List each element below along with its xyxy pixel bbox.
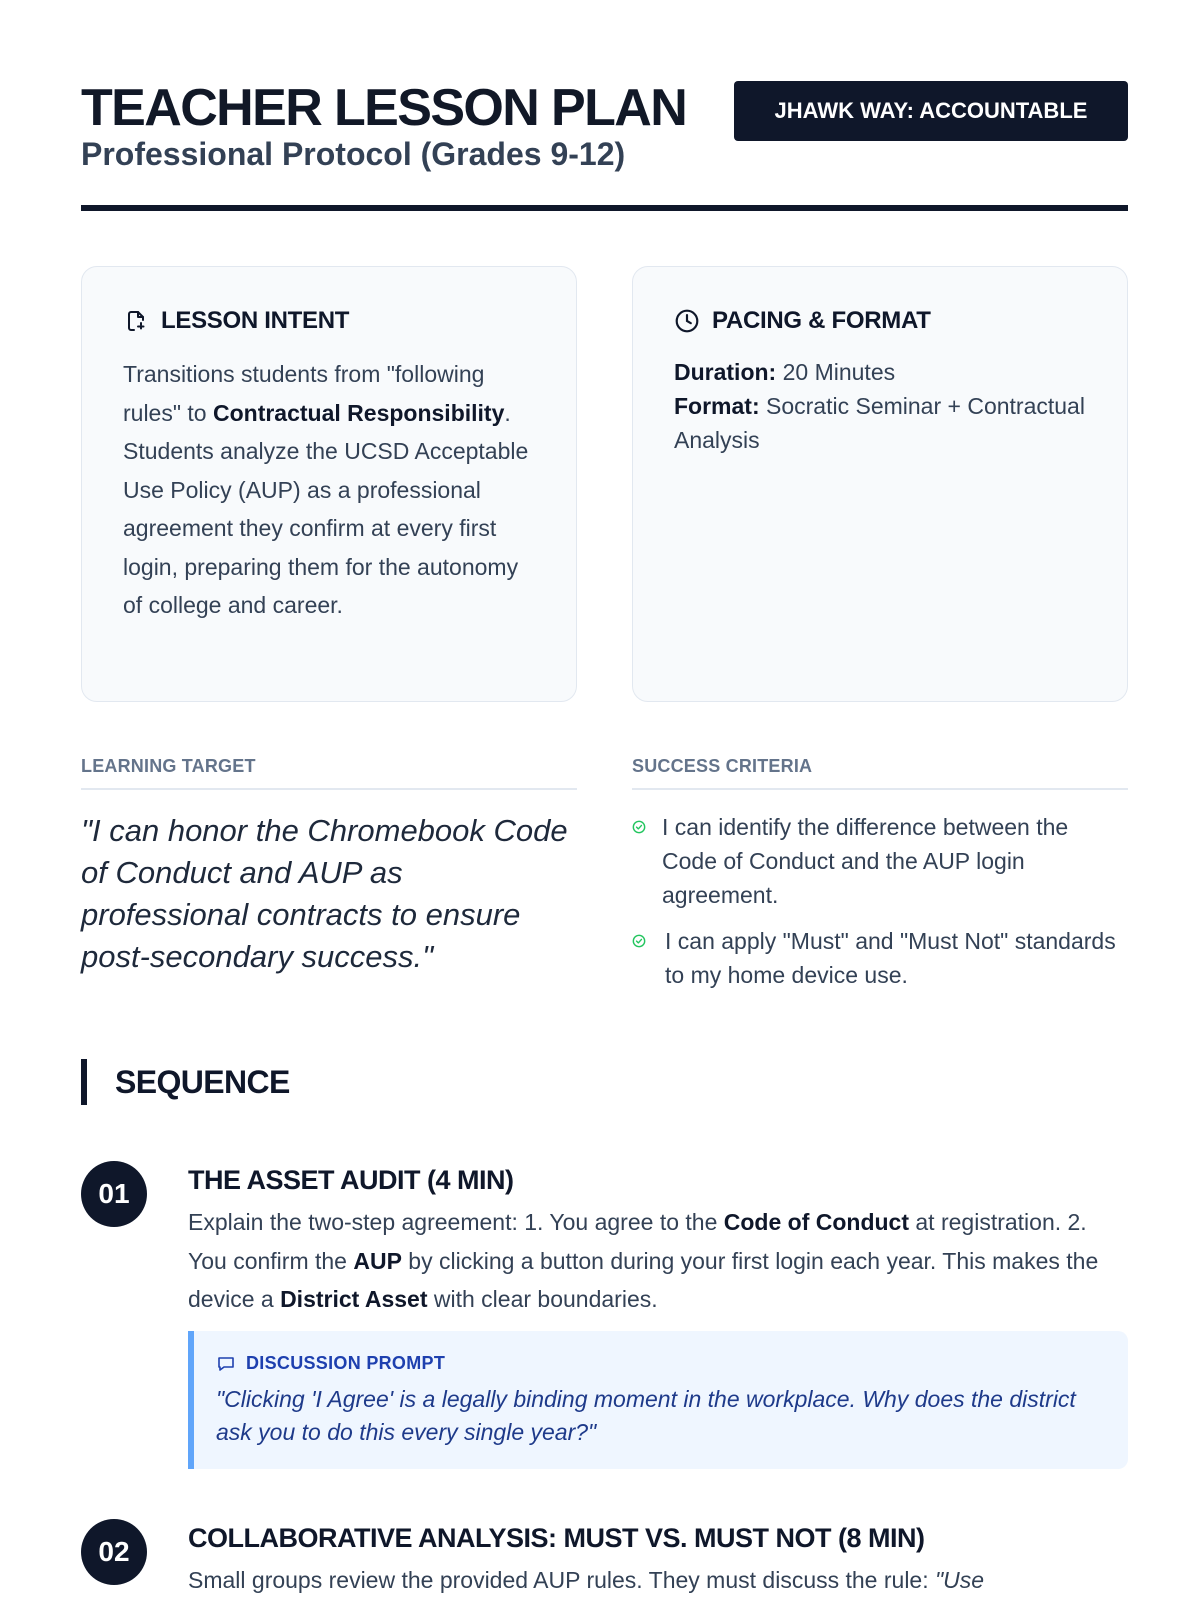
lesson-intent-card — [81, 266, 577, 702]
format-value: Socratic Seminar + Contractual Analysis — [674, 393, 1085, 453]
criteria-text: I can identify the difference between the Code of Conduct and the AUP login agreement. — [662, 814, 1069, 908]
page-title: TEACHER LESSON PLAN — [81, 79, 687, 137]
learning-target-text: "I can honor the Chromebook Code of Conduct and AUP as professional contracts to ensure post-secondary success." — [81, 813, 568, 974]
page-subtitle: Professional Protocol (Grades 9-12) — [81, 136, 626, 172]
header-divider — [81, 205, 1128, 211]
document-icon — [123, 308, 149, 334]
step-text-part: Small groups review the provided AUP rules. They must discuss the rule: — [188, 1567, 935, 1593]
lesson-intent-header — [123, 307, 349, 335]
success-criteria-list — [632, 810, 1128, 1004]
jhawk-way-badge: JHAWK WAY: ACCOUNTABLE — [734, 81, 1128, 141]
step-description — [188, 1561, 1128, 1600]
format-label: Format: — [674, 393, 760, 419]
sequence-accent-bar — [81, 1059, 87, 1105]
criteria-item — [632, 924, 1128, 992]
discussion-prompt-label: DISCUSSION PROMPT — [246, 1353, 446, 1373]
success-criteria-divider — [632, 788, 1128, 790]
duration-label: Duration: — [674, 359, 777, 385]
step-text-part: by clicking a button during your first login each year. This makes the device a — [188, 1247, 1099, 1312]
step-text-bold: District Asset — [280, 1286, 428, 1312]
step-title: COLLABORATIVE ANALYSIS: MUST VS. MUST NOT (8 MIN) — [188, 1523, 925, 1553]
step-title: THE ASSET AUDIT (4 MIN) — [188, 1165, 514, 1195]
lesson-intent-heading: LESSON INTENT — [161, 307, 350, 334]
step-description — [188, 1203, 1128, 1319]
sequence-title: SEQUENCE — [115, 1063, 290, 1100]
discussion-prompt — [188, 1331, 1128, 1469]
format-line — [674, 389, 1094, 457]
duration-value: 20 Minutes — [776, 359, 896, 385]
step-text-part: with clear boundaries. — [427, 1286, 658, 1312]
lesson-intent-text — [123, 355, 543, 625]
step-text-bold: AUP — [353, 1247, 402, 1274]
pacing-format-heading: PACING & FORMAT — [712, 307, 931, 334]
pacing-format-header — [674, 307, 931, 335]
pacing-details — [674, 355, 1094, 457]
success-criteria-label: SUCCESS CRITERIA — [632, 756, 813, 776]
intent-text-bold: Contractual Responsibility — [212, 399, 505, 426]
sequence-header — [81, 1059, 290, 1105]
learning-target-divider — [81, 788, 577, 790]
check-circle-icon — [632, 820, 646, 834]
criteria-text: I can apply "Must" and "Must Not" standards to my home device use. — [665, 928, 1116, 988]
learning-target-label: LEARNING TARGET — [81, 756, 256, 776]
intent-text-part: Transitions students from "following rules" to — [123, 361, 485, 426]
criteria-item — [632, 810, 1128, 912]
chat-bubble-icon — [216, 1354, 236, 1374]
discussion-prompt-header — [216, 1353, 445, 1374]
step-text-part: Explain the two-step agreement: 1. You agree to the — [188, 1209, 724, 1235]
step-text-bold: Code of Conduct — [723, 1209, 909, 1235]
page-header — [81, 78, 1128, 213]
discussion-prompt-text: "Clicking 'I Agree' is a legally binding moment in the workplace. Why does the district ask you to do this every single year?" — [216, 1386, 1076, 1445]
step-text-part: at registration. 2. You confirm the — [188, 1209, 1087, 1274]
step-number: 01 — [81, 1161, 147, 1227]
duration-line — [674, 355, 1094, 389]
clock-icon — [674, 308, 700, 334]
intent-text-part: . Students analyze the UCSD Acceptable Use Policy (AUP) as a professional agreement they confirm at every first login, preparing them for the autonomy of college and career. — [123, 399, 529, 618]
check-circle-icon — [632, 934, 646, 948]
step-number: 02 — [81, 1519, 147, 1585]
pacing-format-card — [632, 266, 1128, 702]
step-text-italic: "Use — [935, 1567, 985, 1593]
